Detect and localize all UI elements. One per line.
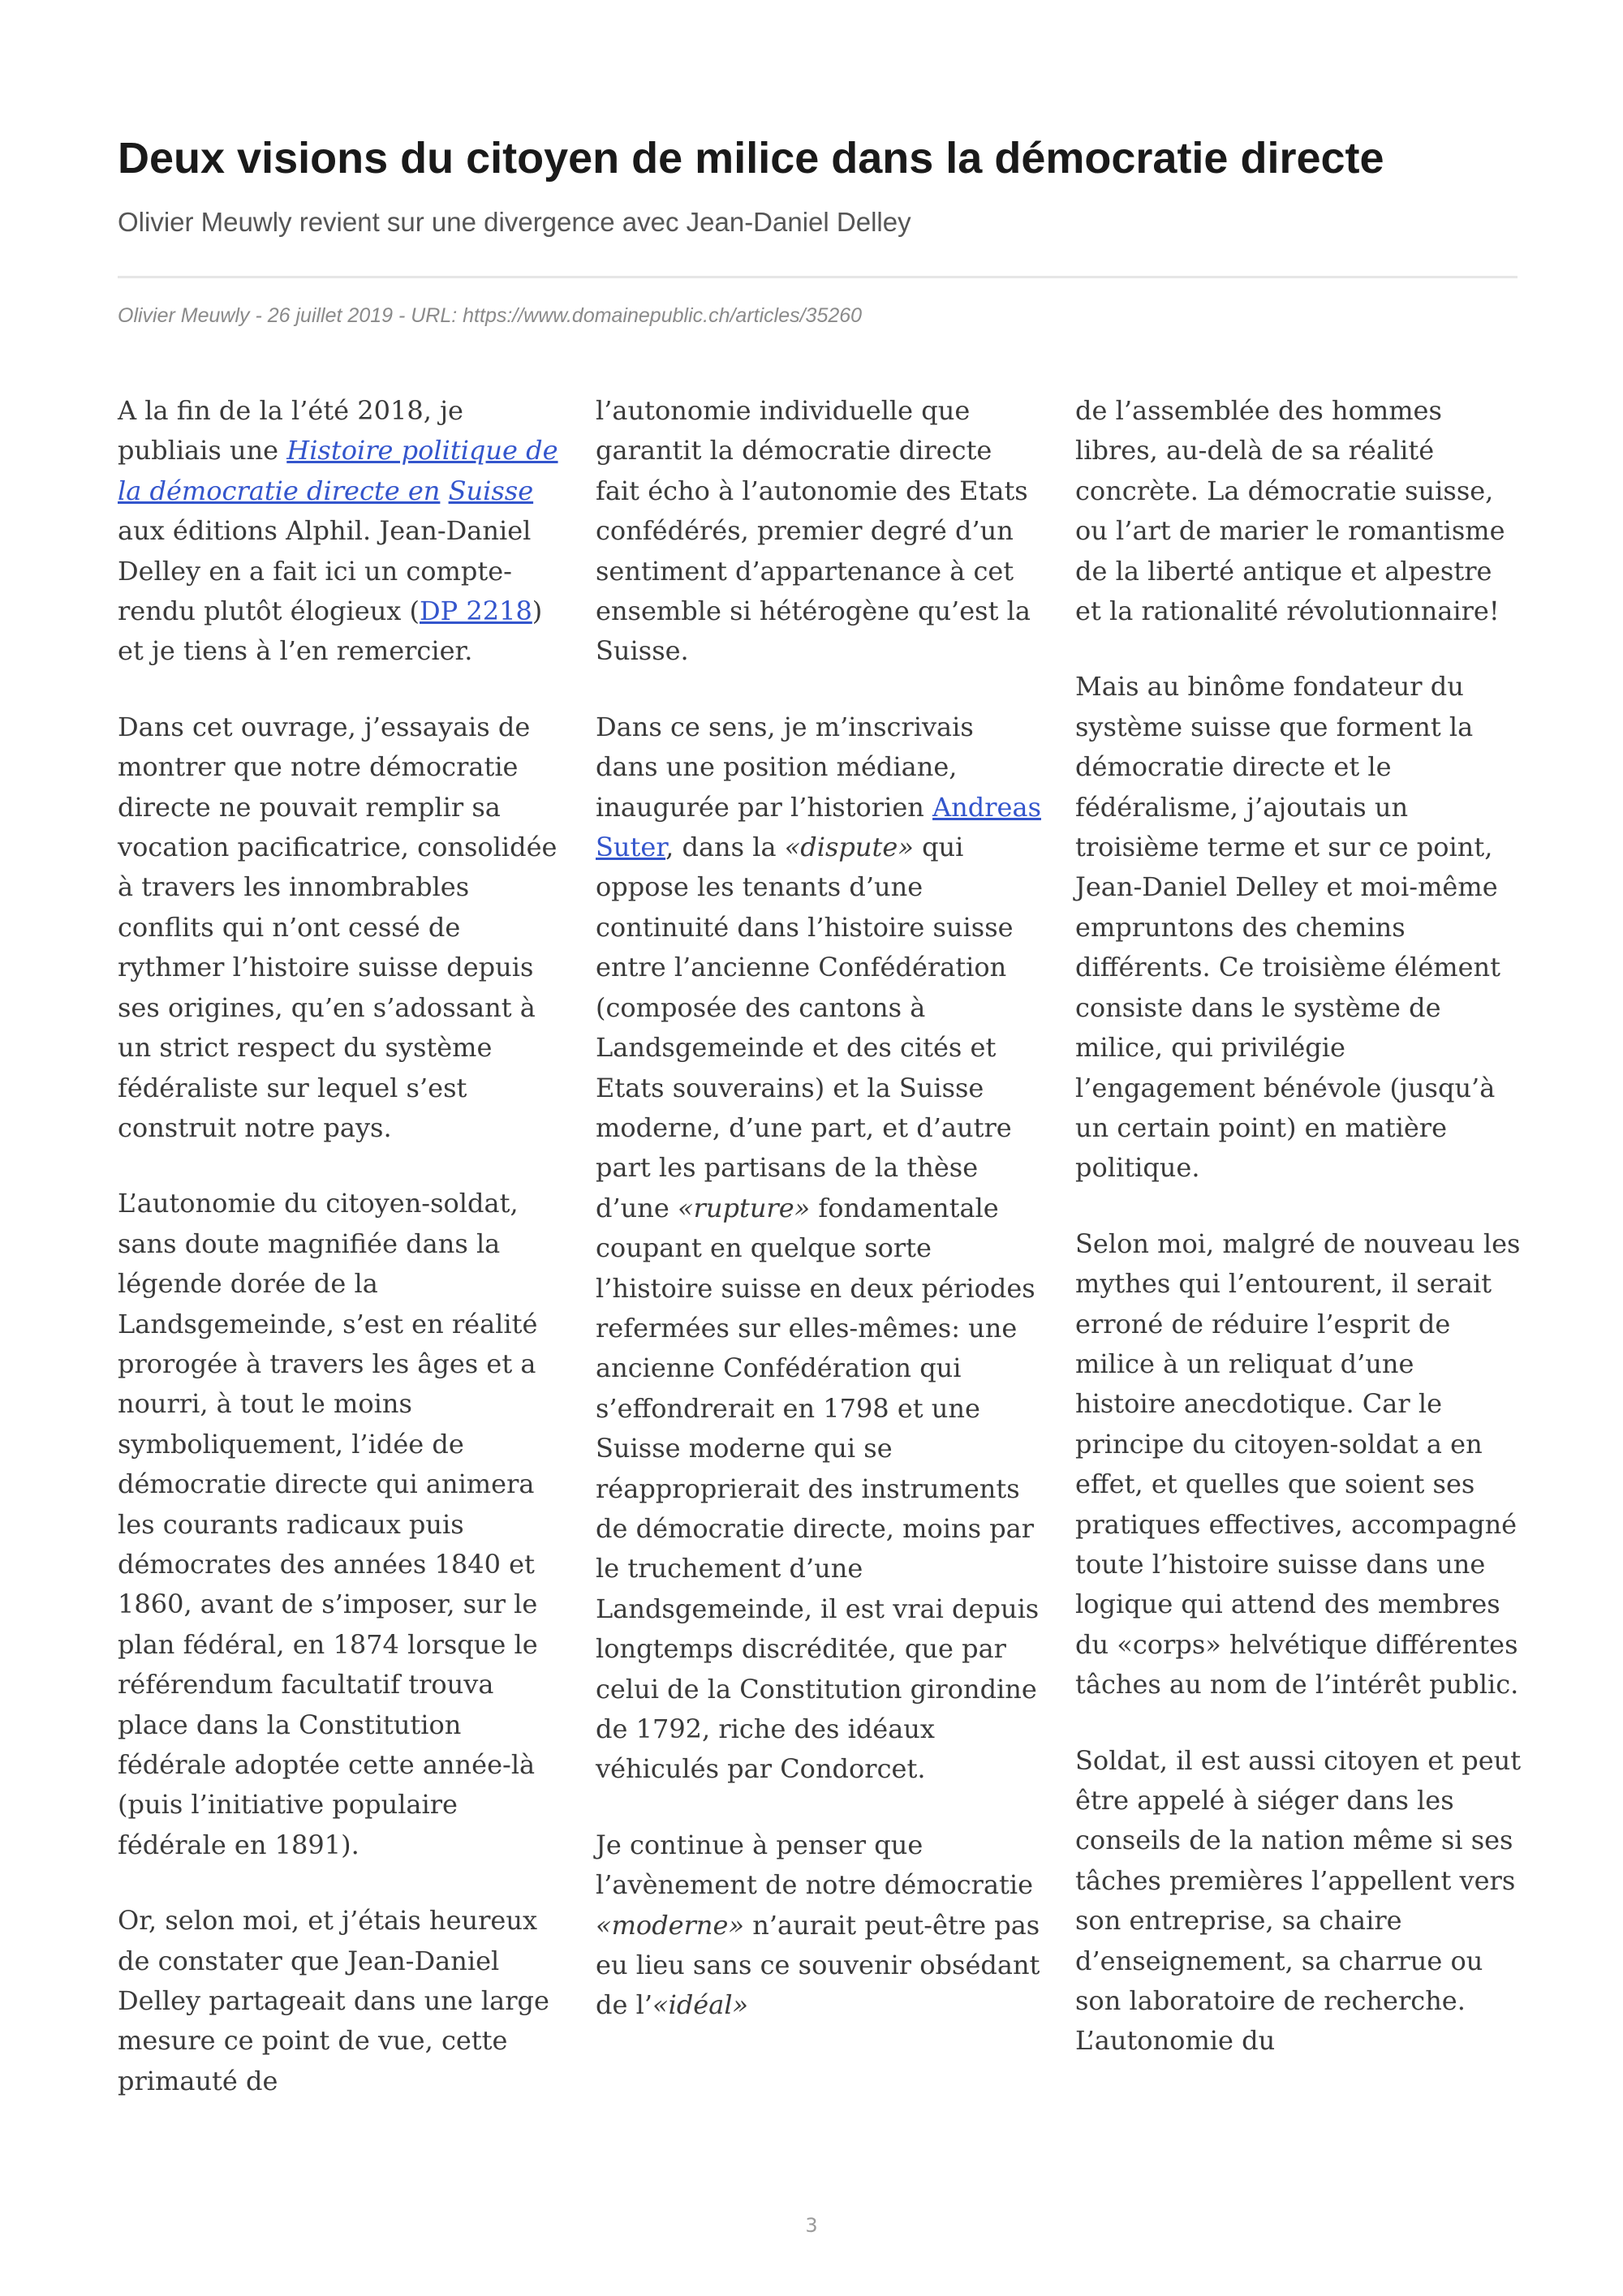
andreas-suter-link[interactable]: Andreas Suter (596, 791, 1041, 863)
paragraph: Soldat, il est aussi citoyen et peut être appelé à siéger dans les conseils de la nation même si ses tâches premières l’appellent vers son entreprise, sa chaire d’enseignement, sa charrue ou son laboratoire de recherche. L’autonomie du (1075, 1744, 1522, 2057)
book-title-link[interactable]: Histoire politique de la démocratie directe en (118, 435, 558, 506)
paragraph: Dans ce sens, je m’inscrivais dans une position médiane, inaugurée par l’historien Andreas Suter, dans la «dispute» qui oppose les tenants d’une continuité dans l’histoire suisse entre l’ancienne Confédération (composée des cantons à Landsgemeinde et des cités et Etats souverains) et la Suisse moderne, d’une part, et d’autre part les partisans de la thèse d’une «rupture» fondamentale coupant en quelque sorte l’histoire suisse en deux périodes refermées sur elles-mêmes: une ancienne Confédération qui s’effondrerait en 1798 et une Suisse moderne qui se réapproprierait des instruments de démocratie directe, moins par le truchement d’une Landsgemeinde, il est vrai depuis longtemps discréditée, que par celui de la Constitution girondine de 1792, riche des idéaux véhiculés par Condorcet. (596, 711, 1041, 1785)
paragraph: Or, selon moi, et j’étais heureux de constater que Jean-Daniel Delley partageait dans une large mesure ce point de vue, cette primauté de (118, 1905, 549, 2096)
paragraph: L’autonomie du citoyen-soldat, sans doute magnifiée dans la légende dorée de la Landsgemeinde, s’est en réalité prorogée à travers les âges et a nourri, à tout le moins symboliquement, l’idée de démocratie directe qui animera les courants radicaux puis démocrates des années 1840 et 1860, avant de s’imposer, sur le plan fédéral, en 1874 lorsque le référendum facultatif trouva place dans la Constitution fédérale adoptée cette année-là (puis l’initiative populaire fédérale en 1891). (118, 1188, 538, 1860)
header-divider (118, 276, 1518, 278)
paragraph: l’autonomie individuelle que garantit la démocratie directe fait écho à l’autonomie des Etats confédérés, premier degré d’un sentiment d’appartenance à cet ensemble si hétérogène qu’est la Suisse. (596, 395, 1031, 667)
page-number: 3 (805, 2214, 818, 2237)
paragraph: Selon moi, malgré de nouveau les mythes qui l’entourent, il serait erroné de réduire l’esprit de milice à un reliquat d’une histoire anecdotique. Car le principe du citoyen-soldat a en effet, et quelles que soient ses pratiques effectives, accompagné toute l’histoire suisse dans une logique qui attend des membres du «corps» helvétique différentes tâches au nom de l’intérêt public. (1075, 1228, 1521, 1701)
article-subtitle: Olivier Meuwly revient sur une divergence avec Jean-Daniel Delley (118, 207, 911, 237)
paragraph: Je continue à penser que l’avènement de notre démocratie «moderne» n’aurait peut-être pas eu lieu sans ce souvenir obsédant de l’«idéal» (596, 1829, 1040, 2021)
paragraph: Dans cet ouvrage, j’essayais de montrer que notre démocratie directe ne pouvait remplir sa vocation pacificatrice, consolidée à travers les innombrables conflits qui n’ont cessé de rythmer l’histoire suisse depuis ses origines, qu’en s’adossant à un strict respect du système fédéraliste sur lequel s’est construit notre pays. (118, 711, 558, 1143)
paragraph: de l’assemblée des hommes libres, au-delà de sa réalité concrète. La démocratie suisse, ou l’art de marier le romantisme de la liberté antique et alpestre et la rationalité révolutionnaire! (1075, 395, 1505, 627)
paragraph: Mais au binôme fondateur du système suisse que forment la démocratie directe et le fédéralisme, j’ajoutais un troisième terme et sur ce point, Jean-Daniel Delley et moi-même empruntons des chemins différents. Ce troisième élément consiste dans le système de milice, qui privilégie l’engagement bénévole (jusqu’à un certain point) en matière politique. (1075, 671, 1501, 1184)
dp-2218-link[interactable]: DP 2218 (420, 595, 532, 627)
paragraph-intro: A la fin de la l’été 2018, je publiais une Histoire politique de la démocratie directe en Suisse aux éditions Alphil. Jean-Daniel Delley en a fait ici un compte-rendu plutôt élogieux (DP 2218) et je tiens à l’en remercier. (118, 395, 558, 667)
text-column-3 (1075, 391, 1522, 2062)
article-title: Deux visions du citoyen de milice dans la démocratie directe (118, 134, 1384, 183)
article-meta: Olivier Meuwly - 26 juillet 2019 - URL: https://www.domainepublic.ch/articles/35260 (118, 304, 863, 327)
text-column-1 (118, 391, 564, 2101)
text-column-2 (596, 391, 1042, 2026)
book-title-link-end[interactable]: Suisse (448, 475, 534, 506)
